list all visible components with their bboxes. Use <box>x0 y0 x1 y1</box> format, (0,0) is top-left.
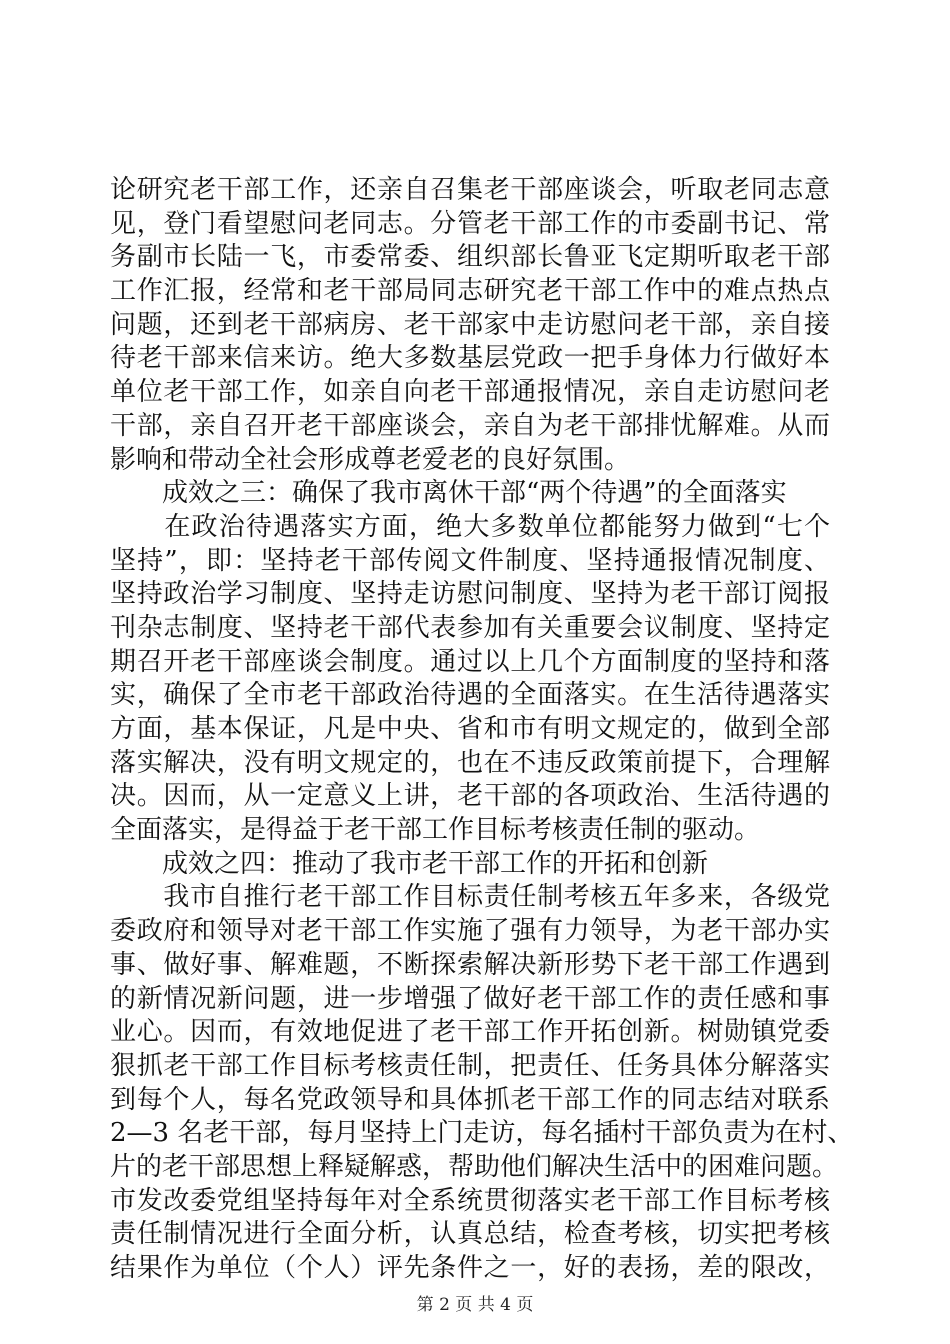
text-line: 成效之三：确保了我市离休干部“两个待遇”的全面落实 <box>110 478 787 509</box>
text-line: 刊杂志制度、坚持老干部代表参加有关重要会议制度、坚持定 <box>110 612 830 643</box>
text-line: 见，登门看望慰问老同志。分管老干部工作的市委副书记、常 <box>110 208 830 239</box>
text-line: 全面落实，是得益于老干部工作目标考核责任制的驱动。 <box>110 815 761 846</box>
text-line: 在政治待遇落实方面，绝大多数单位都能努力做到“七个 <box>110 511 830 542</box>
text-line: 责任制情况进行全面分析，认真总结，检查考核，切实把考核 <box>110 1219 830 1250</box>
text-line: 单位老干部工作，如亲自向老干部通报情况，亲自走访慰问老 <box>110 377 830 408</box>
text-line: 委政府和领导对老干部工作实施了强有力领导，为老干部办实 <box>110 916 830 947</box>
text-line: 干部，亲自召开老干部座谈会，亲自为老干部排忧解难。从而 <box>110 410 830 441</box>
text-line: 市发改委党组坚持每年对全系统贯彻落实老干部工作目标考核 <box>110 1185 830 1216</box>
text-line: 狠抓老干部工作目标考核责任制，把责任、任务具体分解落实 <box>110 1050 830 1081</box>
text-line: 的新情况新问题，进一步增强了做好老干部工作的责任感和事 <box>110 983 830 1014</box>
text-line: 业心。因而，有效地促进了老干部工作开拓创新。树勋镇党委 <box>110 1017 830 1048</box>
text-line: 待老干部来信来访。绝大多数基层党政一把手身体力行做好本 <box>110 343 830 374</box>
text-line: 务副市长陆一飞，市委常委、组织部长鲁亚飞定期听取老干部 <box>110 242 830 273</box>
text-line: 决。因而，从一定意义上讲，老干部的各项政治、生活待遇的 <box>110 781 830 812</box>
text-line: 事、做好事、解难题，不断探索解决新形势下老干部工作遇到 <box>110 949 830 980</box>
text-line: 片的老干部思想上释疑解惑，帮助他们解决生活中的困难问题。 <box>110 1151 839 1182</box>
text-line: 期召开老干部座谈会制度。通过以上几个方面制度的坚持和落 <box>110 646 830 677</box>
text-line: 2—3 名老干部，每月坚持上门走访，每名插村干部负责为在村、 <box>110 1118 854 1149</box>
text-line: 到每个人，每名党政领导和具体抓老干部工作的同志结对联系 <box>110 1084 830 1115</box>
text-line: 坚持政治学习制度、坚持走访慰问制度、坚持为老干部订阅报 <box>110 579 830 610</box>
text-line: 工作汇报，经常和老干部局同志研究老干部工作中的难点热点 <box>110 276 830 307</box>
page-footer: 第 2 页 共 4 页 <box>416 1295 534 1315</box>
text-line: 成效之四：推动了我市老干部工作的开拓和创新 <box>110 848 709 879</box>
text-line: 论研究老干部工作，还亲自召集老干部座谈会，听取老同志意 <box>110 175 830 205</box>
text-line: 坚持”，即：坚持老干部传阅文件制度、坚持通报情况制度、 <box>110 545 830 576</box>
text-line: 方面，基本保证，凡是中央、省和市有明文规定的，做到全部 <box>110 714 830 744</box>
text-line: 问题，还到老干部病房、老干部家中走访慰问老干部，亲自接 <box>110 309 830 340</box>
text-line: 我市自推行老干部工作目标责任制考核五年多来，各级党 <box>110 882 830 913</box>
text-line: 影响和带动全社会形成尊老爱老的良好氛围。 <box>110 444 631 475</box>
text-line: 实，确保了全市老干部政治待遇的全面落实。在生活待遇落实 <box>110 680 830 711</box>
body-text <box>110 174 854 1286</box>
text-line: 结果作为单位（个人）评先条件之一，好的表扬，差的限改， <box>110 1253 830 1283</box>
text-line: 落实解决，没有明文规定的，也在不违反政策前提下，合理解 <box>110 747 830 778</box>
